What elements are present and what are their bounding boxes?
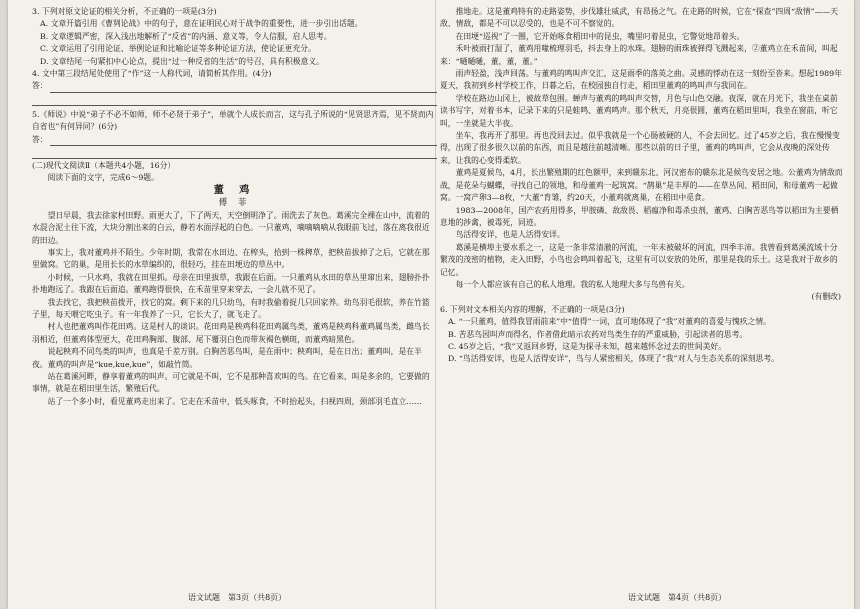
article-author: 傅 菲 [218, 198, 251, 209]
question-3-stem: 3. 下列对原文论证的相关分析，不正确的一项是(3分) [32, 7, 217, 16]
article-paragraph: 禾叶被雨打湿了，董鸡用喙梳理羽毛，抖去身上的水珠。翅膀的雨珠被弹得飞溅起来，②董鸡立在禾苗间，叫起来：“嗵嗵嗵，董，董，董。” [440, 44, 838, 66]
article-paragraph: 董鸡是夏候鸟，4月，长出繁殖期的红色额甲，来到赣东北、河汉密布的赣东北是候鸟安居之地。公董鸡为情敌而战，是花朵与蝴蝶，寻找自己的领地，和母董鸡一起筑窝。“鹊巢”是丰厚的——在草丛间、稻田间，和母董鸡一起做窝。一窝产卵3—8枚，“大董”育雏，约20天，小董鸡就离巢，在稻田中觅食。 [440, 168, 843, 203]
question-6-stem: 6. 下列对文本相关内容的理解，不正确的一项是(3分) [440, 304, 625, 314]
article-paragraph: 葛溪是横埠主要水系之一，这是一条非常清澈的河流，一年未被破坏的河流，四季丰沛。我曾看到葛溪流域十分繁茂的茂密的植物，走入田野，小鸟也会鸣叫着起飞，这里有可以安放的处所，那里是我的乐土。这是我对于故乡的记忆。 [440, 242, 838, 277]
question-3-option-c: C. 文章运用了引用论证、举例论证和比喻论证等多种论证方法，使论证更充分。 [40, 44, 316, 54]
right-column [440, 6, 845, 596]
section-heading: (二)现代文阅读Ⅱ（本题共4小题，16分） [32, 161, 176, 171]
article-paragraph: 坐车，我再开了那里。再也没回去过。似乎我就是一个心肠被硬的人，不会去回忆。过了45岁之后，我在慢慢变得，出现了很多很久以前的东西，而且是越往前越清晰。那些以前的日子里，董鸡的鸣叫声，它会从夜晚的深处传来，让我的心变得柔软。 [440, 131, 840, 165]
article-paragraph: 1983—2008年，国产农药用得多，甲胺磷、敌敌畏、稻瘟净和毒杀虫剂，董鸡、白胸苦恶鸟等以稻田为主要栖息地的涉禽，被毒死，同迹。 [440, 205, 839, 227]
article-paragraph: 小时候，一只水鸡，我就在田里抓。母亲在田里拔草，我跟在后面。一只董鸡从水田的草丛里窜出来，翅膀扑扑扑地跑远了。我跟在后面追。董鸡跑得很快，在禾苗里穿来穿去，一会儿就不见了。 [32, 272, 430, 295]
answer-line-4 [32, 80, 437, 92]
article-paragraph: 每一个人都应该有自己的私人地理。我的私人地理大多与鸟兽有关。 [455, 279, 690, 289]
article-paragraph: 雨声轻盈，浅声回荡。与董鸡的鸣叫声交汇，这是雨季的落英之曲。灵感的悸动在这一刻纷至沓来。想起1989年夏天，我初到乡村学校工作，日暮之后，在校园独自行走，稻田里董鸡的鸣叫声与我同在。 [440, 69, 842, 91]
answer-line-5 [32, 134, 437, 146]
source-note: (有删改) [811, 292, 841, 302]
article-paragraph: 鸟活得安详，也是人活得安详。 [455, 230, 565, 240]
question-6-option-a: A. “一只董鸡，值得我冒雨前来”中“值得”一词，直可地体现了“我”对董鸡的喜爱与愧疚之情。 [448, 317, 771, 327]
reading-instruction: 阅读下面的文字，完成6～9题。 [47, 173, 159, 183]
article-paragraph: 在田埂“巡视”了一圈，它开始啄食稻田中的昆虫，嘴里叼着昆虫，它警觉地昂着头。 [455, 31, 745, 41]
question-6-option-c: C. 45岁之后，“我”又返回乡野，这是为探寻未知，越来越怀念过去的世间美好。 [448, 341, 727, 351]
exam-sheet [8, 0, 854, 609]
question-5-stem: 5.《师说》中说“弟子不必不如师，师不必贤于弟子”，单就个人成长而言，这与孔子所说的“见贤思齐焉，见不贤而内自省也”有何异同？(6分) [32, 109, 434, 132]
answer-line [32, 146, 437, 159]
answer-label: 答： [32, 81, 48, 91]
answer-label: 答： [32, 134, 48, 144]
question-3-option-b: B. 文章逻辑严密，深入浅出地解析了“反省”的内涵、意义等，令人信服，启人思考。 [40, 31, 332, 41]
question-3-option-d: D. 文章结尾一句紧扣中心论点，提出“过一种反省的生活”的号召，具有积极意义。 [40, 56, 324, 66]
article-paragraph: 站了一个多小时，看见董鸡走出来了。它走在禾苗中，低头啄食，不时抬起头，扫视四周，颈部羽毛直立…… [47, 396, 422, 406]
page-footer-left: 语文试题 第3页（共8页） [188, 593, 287, 602]
article-title: 董 鸡 [213, 184, 256, 196]
question-3-option-a: A. 文章开篇引用《曹刿论战》中的句子，意在证明民心对于战争的重要性，进一步引出话题。 [40, 19, 363, 29]
article-paragraph: 望日早晨，我去徐家村田野。雨更大了，下了两天，天空倒明净了。雨洗去了灰色。葛溪完全裸在山中，流着的水混合泥土往下流，大块分割出来的白云，静若水面浮起的白色。一只董鸡，嘀嘀嘀嘀从我眼前飞过，落在离我很近的田边。 [32, 210, 430, 245]
question-4-stem: 4. 文中第三段结尾处使用了“作”这一人称代词，请简析其作用。(4分) [32, 69, 272, 79]
article-paragraph: 站在葛溪河畔，静享着董鸡的叫声。可它就是不叫，它不是那种喜欢叫的鸟。在它看来，叫是多余的，它要做的事情，就是在稻田里生活，繁殖后代。 [32, 371, 430, 394]
page-footer-right: 语文试题 第4页（共8页） [628, 593, 727, 602]
article-paragraph: 学校在路边山冈上，被故草包围。蝉声与董鸡的鸣叫声交替，月色与山色交融。夜深，就在月光下，我坐在桌前读书写字，对着书本，记录下来的只是蛙鸣、董鸡鸣声。那个秋天，月亮很圆，董鸡在稻田里叫，我坐在窗前，听它叫，一坐就是大半夜。 [440, 93, 838, 128]
question-6-option-d: D. “鸟活得安详，也是人活得安详”，鸟与人紧密相关，体现了“我”对人与生态关系的深刻思考。 [448, 354, 779, 364]
article-paragraph: 村人也把董鸡叫作花田鸡。这是村人的谈识。花田鸡是秧鸡科花田鸡属鸟类，董鸡是秧鸡科董鸡属鸟类，雌鸟长羽相近，但董鸡体型更大，花田鸡胸部、腹部、尾下覆羽白色而带灰褐色横斑，而董鸡暗黑色。 [32, 322, 430, 344]
article-paragraph: 我去找它，我把秧苗拨开，找它的窝。剩下来的几只幼鸟，有时我偷着捉几只回家养。幼鸟羽毛很软，养在竹篮子里，每天喂它吃虫子。有一年我养了一只，它长大了，就飞走了。 [32, 297, 430, 319]
article-paragraph: 说起秧鸡不同鸟类的叫声，也真是千差万别。白胸苦恶鸟叫，是在雨中；秧鸡叫，是在日出；董鸡叫，是在半夜。董鸡的叫声是“kue,kue,kue”，如敲竹筒。 [32, 347, 422, 369]
article-paragraph: 事实上，我对董鸡并不陌生。少年时期，我常在水田边、在榨头，拾到一株稗草，把秧苗拔掉了之后，它就在那里做窝。它的巢，是用长长的水草编织的，很轻巧，挂在田埂边的草丛中。 [32, 247, 430, 270]
article-paragraph: 推地走。这是董鸡特有的走路姿势，步伐雄壮威武，有昂扬之气。在走路的时候，它在“探查”四周“敌情”——天敌、情敌，都是不可以忍受的，也是不可不察觉的。 [440, 7, 838, 29]
left-column [32, 6, 437, 596]
answer-line [32, 93, 437, 106]
question-6-option-b: B. 苦恶鸟因叫声而得名，作者借此暗示农药对鸟类生存的严重威胁，引起读者的思考。 [448, 329, 748, 339]
